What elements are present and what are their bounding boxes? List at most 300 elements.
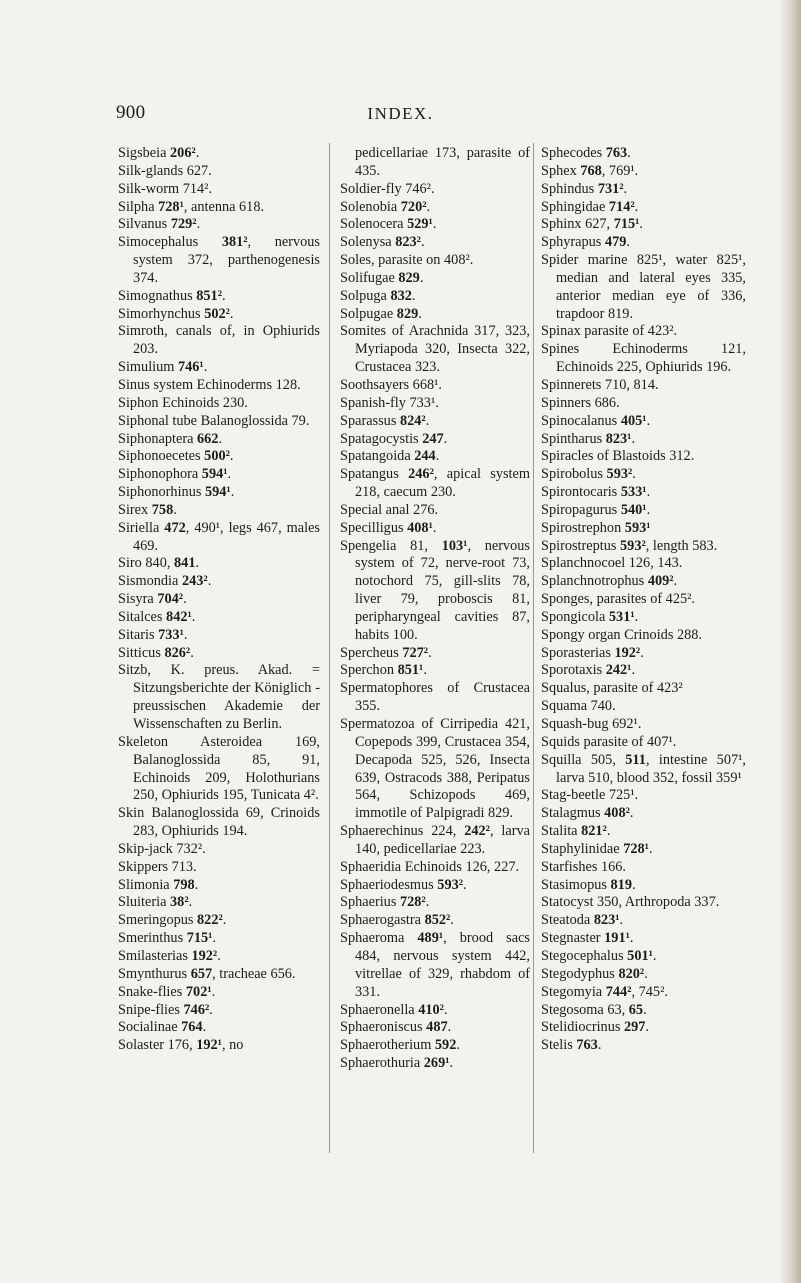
- index-entry: [118, 502, 320, 520]
- entry-text: .: [420, 234, 425, 251]
- entry-text: Slimonia: [118, 876, 174, 893]
- entry-text: Sparassus: [340, 412, 400, 429]
- index-entry: [340, 520, 530, 538]
- index-entry: [340, 466, 530, 502]
- page-reference-bold: 594¹: [204, 484, 231, 501]
- entry-text: , nervous system 372, parthenogenesis 374.: [133, 234, 320, 286]
- entry-text: .: [217, 947, 221, 964]
- entry-text: .: [425, 894, 430, 911]
- index-column-3: [541, 145, 746, 1055]
- index-entry: [340, 1019, 530, 1037]
- entry-text: Sphaeroniscus: [340, 1019, 427, 1036]
- entry-text: .: [207, 573, 212, 590]
- page-reference-bold: 731²: [597, 180, 624, 197]
- index-entry: [118, 431, 320, 449]
- entry-text: Staphylinidae: [541, 840, 624, 857]
- index-entry-continuation: [340, 145, 530, 181]
- entry-text: .: [411, 287, 416, 304]
- page-reference-bold: 727²: [402, 644, 429, 661]
- index-entry: [541, 645, 746, 663]
- index-entry: [118, 1019, 320, 1037]
- index-entry: [541, 680, 746, 698]
- index-entry: [541, 431, 746, 449]
- entry-text: .: [643, 1001, 647, 1018]
- page-reference-bold: 511: [625, 751, 646, 768]
- entry-text: Stegodyphus: [541, 965, 619, 982]
- entry-text: Spatangus: [340, 466, 409, 483]
- index-entry: [340, 823, 530, 859]
- entry-text: Spirostreptus: [541, 537, 621, 554]
- entry-text: Spider marine 825¹, water 825¹, median and lateral eyes 335, anterior median eye of 336, trapdoor 819.: [541, 252, 746, 322]
- page-reference-bold: 244: [414, 448, 436, 465]
- entry-text: Sitzb, K. preus. Akad. = Sitzungsberichte der Königlich - preussischen Akademie der Wissenschaften zu Berlin.: [118, 662, 320, 732]
- entry-text: Solpuga: [340, 287, 391, 304]
- page-reference-bold: 821²: [581, 823, 607, 840]
- entry-text: Steatoda: [541, 912, 594, 929]
- page-reference-bold: 192¹: [196, 1037, 222, 1054]
- index-entry: [118, 1002, 320, 1020]
- index-entry: [541, 252, 746, 323]
- entry-text: .: [202, 1019, 207, 1036]
- entry-text: Squalus, parasite of 423²: [541, 680, 683, 697]
- index-entry: [541, 520, 746, 538]
- entry-text: .: [456, 1037, 460, 1054]
- entry-text: Spintharus: [541, 430, 606, 447]
- entry-text: , larva 140, pedicellariae 223.: [355, 823, 530, 857]
- entry-text: .: [196, 216, 201, 233]
- entry-text: Stag-beetle 725¹.: [541, 787, 639, 804]
- entry-text: .: [443, 430, 448, 447]
- index-entry: [340, 716, 530, 823]
- entry-text: Stegomyia: [541, 983, 606, 1000]
- page-reference-bold: 829: [398, 269, 420, 286]
- entry-text: Squash-bug 692¹.: [541, 716, 642, 732]
- index-entry: [541, 323, 746, 341]
- index-entry: [340, 930, 530, 1001]
- index-entry: [541, 555, 746, 573]
- index-entry: [541, 181, 746, 199]
- page-reference-bold: 247: [422, 430, 444, 447]
- page-reference-bold: 842¹: [166, 608, 192, 625]
- entry-text: Stalagmus: [541, 805, 605, 822]
- entry-text: Sponges, parasites of 425².: [541, 591, 695, 608]
- entry-text: Sphaeronella: [340, 1001, 419, 1018]
- index-entry: [340, 377, 530, 395]
- page-reference-bold: 829: [396, 305, 419, 322]
- entry-text: Squama 740.: [541, 698, 616, 715]
- page-reference-bold: 798: [173, 876, 195, 893]
- page-reference-bold: 381²: [221, 234, 248, 251]
- entry-text: Siphonophora: [118, 466, 202, 483]
- entry-text: Sphingidae: [541, 198, 609, 215]
- index-entry: [118, 466, 320, 484]
- index-entry: [541, 145, 746, 163]
- page-reference-bold: 746²: [183, 1001, 210, 1018]
- page-reference-bold: 500²: [204, 448, 230, 465]
- page-header: [0, 102, 801, 132]
- entry-text: Spongicola: [541, 608, 609, 625]
- entry-text: .: [222, 912, 227, 929]
- entry-text: .: [418, 305, 422, 322]
- entry-text: Stasimopus: [541, 876, 611, 893]
- index-entry: [118, 841, 320, 859]
- entry-text: .: [435, 448, 440, 465]
- index-entry: [541, 413, 746, 431]
- index-entry: [118, 609, 320, 627]
- index-entry: [541, 502, 746, 520]
- index-entry: [118, 484, 320, 502]
- index-entry: [118, 413, 320, 431]
- entry-text: Solpugae: [340, 305, 397, 322]
- entry-text: Spirontocaris: [541, 484, 621, 501]
- entry-text: Spines Echinoderms 121, Echinoids 225, Ophiurids 196.: [541, 341, 746, 376]
- page-reference-bold: 38²: [170, 894, 189, 911]
- page-reference-bold: 592: [434, 1037, 457, 1054]
- page-reference-bold: 540¹: [620, 501, 647, 518]
- entry-text: Spatagocystis: [340, 430, 423, 447]
- entry-text: .: [426, 198, 431, 215]
- page-reference-bold: 192²: [614, 644, 641, 661]
- entry-text: , tracheae 656.: [212, 965, 296, 982]
- entry-text: Somites of Arachnida 317, 323, Myriapoda 320, Insecta 322, Crustacea 323.: [340, 323, 530, 376]
- page-reference-bold: 824²: [399, 412, 426, 429]
- entry-text: .: [227, 466, 232, 483]
- entry-text: Sphex: [541, 162, 581, 179]
- entry-text: Silvanus: [118, 216, 171, 233]
- index-entry: [541, 216, 746, 234]
- entry-text: , antenna 618.: [183, 198, 265, 215]
- page-reference-bold: 733¹: [158, 626, 184, 643]
- entry-text: .: [195, 145, 200, 161]
- entry-text: .: [188, 894, 193, 911]
- index-entry: [340, 199, 530, 217]
- index-entry: [118, 859, 320, 877]
- entry-text: Spermatozoa of Cirripedia 421, Copepods 399, Crustacea 354, Decapoda 525, 526, Insecta 639, Ostracods 388, Peripatus 564, Schizopods 469, immotile of Palpigradi 829.: [340, 716, 530, 822]
- entry-text: Spinners 686.: [541, 394, 620, 411]
- entry-text: Sinus system Echinoderms 128.: [118, 376, 301, 393]
- entry-text: , length 583.: [645, 537, 718, 554]
- entry-text: .: [183, 591, 187, 608]
- entry-text: , 769¹.: [601, 162, 639, 179]
- index-entry: [541, 787, 746, 805]
- page-reference-bold: 529¹: [407, 216, 433, 233]
- entry-text: .: [626, 234, 630, 251]
- page-reference-bold: 746¹: [177, 359, 204, 376]
- index-entry: [340, 894, 530, 912]
- index-entry: [541, 395, 746, 413]
- entry-text: pedicellariae 173, parasite of 435.: [355, 145, 530, 179]
- entry-text: Sphecodes: [541, 145, 606, 161]
- entry-text: .: [646, 501, 651, 518]
- page-reference-bold: 192²: [191, 947, 218, 964]
- entry-text: Siphon Echinoids 230.: [118, 394, 248, 411]
- entry-text: .: [194, 876, 199, 893]
- index-entry: [541, 948, 746, 966]
- index-entry: [541, 163, 746, 181]
- entry-text: Splanchnotrophus: [541, 573, 648, 590]
- page-reference-bold: 852²: [424, 912, 451, 929]
- index-entry: [541, 752, 746, 788]
- index-entry: [541, 894, 746, 912]
- index-entry: [340, 323, 530, 377]
- index-entry: [118, 377, 320, 395]
- entry-text: .: [183, 626, 188, 643]
- page-reference-bold: 832: [390, 287, 412, 304]
- index-entry: [118, 573, 320, 591]
- index-entry: [340, 502, 530, 520]
- index-entry: [541, 1037, 746, 1055]
- entry-text: Stelis: [541, 1037, 577, 1054]
- entry-text: , brood sacs 484, nervous system 442, vitrellae of 329, rhabdom of 331.: [355, 930, 531, 1000]
- entry-text: Spercheus: [340, 644, 403, 661]
- page-reference-bold: 715¹: [186, 930, 213, 947]
- entry-text: Spengelia 81,: [340, 537, 442, 554]
- entry-text: Spermatophores of Crustacea 355.: [340, 680, 530, 715]
- entry-text: Specilligus: [340, 519, 408, 536]
- entry-text: Solenysa: [340, 234, 396, 251]
- page-reference-bold: 662: [197, 430, 219, 447]
- entry-text: Spirostrephon: [541, 519, 625, 536]
- index-entry: [118, 520, 320, 556]
- entry-text: Soldier-fly 746².: [340, 180, 435, 197]
- entry-text: Sitalces: [118, 608, 167, 625]
- entry-text: .: [644, 965, 648, 982]
- index-entry: [340, 270, 530, 288]
- page-reference-bold: 206²: [170, 145, 196, 161]
- entry-text: Stegnaster: [541, 930, 605, 947]
- entry-text: .: [449, 1055, 454, 1072]
- index-entry: [541, 609, 746, 627]
- page-reference-bold: 819: [610, 876, 632, 893]
- page-reference-bold: 823²: [395, 234, 421, 251]
- entry-text: Sphaeriodesmus: [340, 876, 438, 893]
- entry-text: .: [190, 644, 194, 661]
- index-entry: [541, 573, 746, 591]
- page-reference-bold: 297: [624, 1019, 646, 1036]
- entry-text: .: [203, 359, 208, 376]
- entry-text: , 490¹, legs 467, males 469.: [133, 519, 320, 554]
- index-entry: [118, 645, 320, 663]
- entry-text: .: [645, 1019, 650, 1036]
- index-entry: [340, 859, 530, 877]
- entry-text: Sphaerothuria: [340, 1055, 424, 1072]
- index-entry: [118, 966, 320, 984]
- entry-text: Statocyst 350, Arthropoda 337.: [541, 894, 720, 911]
- page-reference-bold: 729²: [170, 216, 197, 233]
- entry-text: Sluiteria: [118, 894, 171, 911]
- index-entry: [118, 234, 320, 288]
- entry-text: .: [623, 180, 628, 197]
- entry-text: Sphaerogastra: [340, 912, 425, 929]
- index-entry: [118, 948, 320, 966]
- page-reference-bold: 246²: [408, 466, 434, 483]
- entry-text: .: [631, 430, 636, 447]
- entry-text: .: [597, 1037, 602, 1054]
- index-entry: [541, 984, 746, 1002]
- index-entry: [340, 431, 530, 449]
- page-reference-bold: 728¹: [623, 840, 649, 857]
- page-reference-bold: 826²: [164, 644, 191, 661]
- index-entry: [541, 877, 746, 895]
- entry-text: Spinax parasite of 423².: [541, 323, 678, 340]
- entry-text: Solenocera: [340, 216, 408, 233]
- entry-text: , 745².: [631, 983, 668, 1000]
- entry-text: .: [450, 912, 454, 929]
- index-entry: [118, 1037, 320, 1055]
- index-entry: [340, 538, 530, 645]
- entry-text: .: [646, 484, 651, 501]
- page-reference-bold: 851¹: [397, 662, 424, 679]
- page-reference-bold: 410²: [418, 1001, 444, 1018]
- index-entry: [118, 662, 320, 733]
- entry-text: Spanish-fly 733¹.: [340, 394, 439, 411]
- entry-text: Snipe-flies: [118, 1001, 184, 1018]
- entry-text: Socialinae: [118, 1019, 182, 1036]
- index-column-1: [118, 145, 320, 1055]
- entry-text: Silpha: [118, 198, 159, 215]
- running-title: INDEX.: [367, 104, 434, 123]
- page-reference-bold: 823¹: [605, 430, 632, 447]
- entry-text: Skippers 713.: [118, 858, 197, 875]
- index-entry: [541, 627, 746, 645]
- entry-text: Sphaerotherium: [340, 1037, 435, 1054]
- entry-text: .: [629, 805, 634, 822]
- entry-text: Siphonoecetes: [118, 448, 205, 465]
- index-entry: [118, 877, 320, 895]
- entry-text: , nervous system of 72, nerve-root 73, notochord 75, gill-slits 78, liver 79, proboscis 81, peripharyngeal cavities 87, habits 100.: [355, 537, 530, 643]
- entry-text: Sisyra: [118, 591, 158, 608]
- page-number: 900: [116, 102, 146, 123]
- entry-text: Simorhynchus: [118, 305, 205, 322]
- index-entry: [541, 930, 746, 948]
- index-entry: [118, 448, 320, 466]
- page-reference-bold: 489¹: [417, 930, 444, 947]
- page-reference-bold: 841: [174, 555, 196, 572]
- entry-text: Spatangoida: [340, 448, 415, 465]
- entry-text: Sporotaxis: [541, 662, 606, 679]
- page-reference-bold: 593¹: [624, 519, 651, 536]
- entry-text: .: [230, 484, 235, 501]
- page-reference-bold: 65: [628, 1001, 644, 1018]
- entry-text: .: [209, 1001, 213, 1018]
- entry-text: Soothsayers 668¹.: [340, 376, 442, 393]
- index-entry: [541, 538, 746, 556]
- index-entry: [541, 662, 746, 680]
- page-reference-bold: 720²: [400, 198, 427, 215]
- entry-text: Sporasterias: [541, 644, 615, 661]
- index-entry: [541, 1019, 746, 1037]
- index-entry: [118, 627, 320, 645]
- page-reference-bold: 487: [426, 1019, 448, 1036]
- entry-text: Squids parasite of 407¹.: [541, 733, 677, 750]
- entry-text: Sitticus: [118, 644, 165, 661]
- page-reference-bold: 714²: [608, 198, 635, 215]
- entry-text: .: [218, 430, 223, 447]
- entry-text: Spinocalanus: [541, 412, 621, 429]
- page-reference-bold: 744²: [605, 983, 632, 1000]
- index-entry: [541, 912, 746, 930]
- entry-text: Simroth, canals of, in Ophiurids 203.: [118, 323, 320, 358]
- index-entry: [118, 163, 320, 181]
- entry-text: .: [606, 823, 611, 840]
- index-entry: [340, 645, 530, 663]
- entry-text: Sphaerechinus 224,: [340, 823, 465, 840]
- entry-text: Smilasterias: [118, 947, 192, 964]
- index-entry: [118, 930, 320, 948]
- page-reference-bold: 593²: [620, 537, 646, 554]
- index-entry: [541, 341, 746, 377]
- page-reference-bold: 408¹: [407, 519, 433, 536]
- entry-text: Sirex: [118, 501, 152, 518]
- index-entry: [541, 234, 746, 252]
- entry-text: Siphonal tube Balanoglossida 79.: [118, 412, 310, 429]
- index-entry: [340, 877, 530, 895]
- index-entry: [541, 841, 746, 859]
- page-reference-bold: 593²: [437, 876, 464, 893]
- index-entry: [118, 288, 320, 306]
- page-reference-bold: 763: [576, 1037, 598, 1054]
- entry-text: Solifugae: [340, 269, 399, 286]
- index-column-2: [340, 145, 530, 1073]
- entry-text: .: [229, 305, 234, 322]
- entry-text: Sphaeroma: [340, 930, 418, 947]
- entry-text: Stalita: [541, 823, 582, 840]
- page-reference-bold: 704²: [157, 591, 184, 608]
- entry-text: .: [191, 608, 196, 625]
- entry-text: Simulium: [118, 359, 178, 376]
- index-entry: [541, 199, 746, 217]
- page-reference-bold: 242¹: [605, 662, 632, 679]
- entry-text: Spongy organ Crinoids 288.: [541, 626, 702, 643]
- index-entry: [340, 181, 530, 199]
- entry-text: .: [195, 555, 200, 572]
- entry-text: Sphaeridia Echinoids 126, 227.: [340, 858, 520, 875]
- entry-text: Spiracles of Blastoids 312.: [541, 448, 695, 465]
- entry-text: .: [432, 519, 437, 536]
- entry-text: .: [646, 412, 651, 429]
- index-entry: [541, 716, 746, 734]
- entry-text: Stegosoma 63,: [541, 1001, 629, 1018]
- entry-text: Sphyrapus: [541, 234, 605, 251]
- page-reference-bold: 820²: [618, 965, 645, 982]
- entry-text: Solaster 176,: [118, 1037, 197, 1054]
- entry-text: .: [652, 947, 657, 964]
- index-entry: [340, 912, 530, 930]
- index-entry: [340, 234, 530, 252]
- entry-text: Siriella: [118, 519, 165, 536]
- page-reference-bold: 822²: [197, 912, 223, 929]
- index-entry: [340, 1002, 530, 1020]
- page-reference-bold: 594¹: [201, 466, 228, 483]
- page-reference-bold: 501¹: [627, 947, 653, 964]
- page-reference-bold: 502²: [204, 305, 230, 322]
- page-reference-bold: 269¹: [423, 1055, 450, 1072]
- entry-text: Silk-worm 714².: [118, 180, 213, 197]
- index-entry: [118, 306, 320, 324]
- entry-text: .: [211, 983, 216, 1000]
- entry-text: Sphindus: [541, 180, 598, 197]
- page-reference-bold: 531¹: [608, 608, 635, 625]
- index-entry: [118, 894, 320, 912]
- entry-text: .: [425, 412, 430, 429]
- page-reference-bold: 657: [190, 965, 213, 982]
- index-entry: [340, 1055, 530, 1073]
- index-entry: [118, 359, 320, 377]
- index-entry: [541, 591, 746, 609]
- entry-text: .: [432, 216, 437, 233]
- entry-text: Solenobia: [340, 198, 401, 215]
- page-reference-bold: 405¹: [620, 412, 647, 429]
